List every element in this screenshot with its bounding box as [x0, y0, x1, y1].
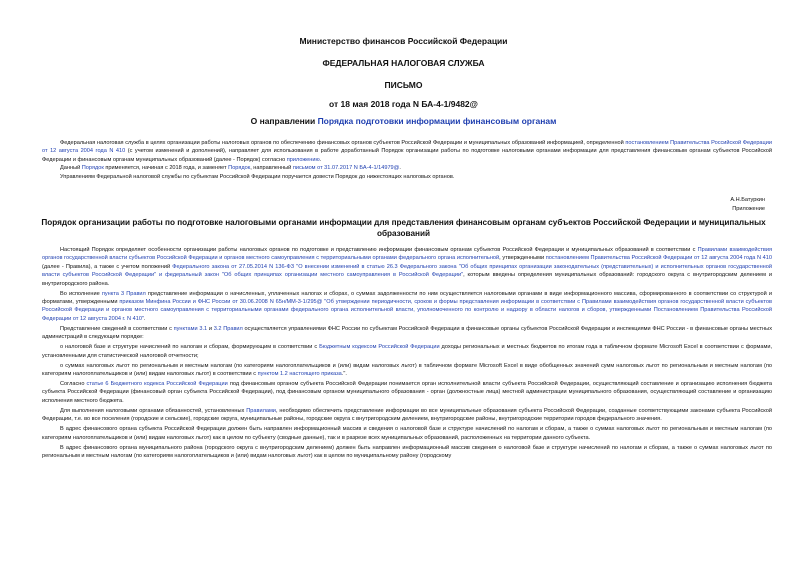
- link-budget-code-art6[interactable]: статье 6 Бюджетного кодекса Российской Федерации: [86, 381, 228, 388]
- link-rules-2[interactable]: Правилами: [246, 407, 276, 414]
- link-appendix[interactable]: приложению: [286, 156, 320, 163]
- main-section: [42, 246, 772, 462]
- text: Данный: [60, 165, 82, 172]
- link-procedure[interactable]: Порядок: [81, 165, 104, 172]
- text: Во исполнение: [60, 290, 102, 297]
- text: , необходимо обеспечить представление информации во все муниципальные образования субъекта Российской Федерации, созданные соответствующими законами субъекта Российской Федерации, т.е. во все поселения (городские и сельские), городские округа, муниципальные районы, городские округа с внутригородским делением, внутригородские районы, внутригородские территории городов федерального значения.: [42, 407, 772, 423]
- link-rules[interactable]: Правилами взаимодействия органов государственной власти субъектов Российской Федерации и органов местного самоуправления с территориальными органами федерального органа исполнительной: [42, 247, 773, 262]
- text: Согласно: [60, 381, 87, 388]
- subject-prefix: О направлении: [250, 116, 318, 126]
- text: осуществляется управлениями ФНС России по субъектам Российской Федерации в финансовые органы субъектов Российской Федерации и инспекциями ФНС России - в финансовые органы местных администраций в следующем порядке:: [42, 325, 772, 341]
- text: Для выполнения налоговыми органами обязанностей, установленных: [60, 407, 247, 414]
- link-procedure-old[interactable]: Порядок: [228, 165, 251, 172]
- service-title: ФЕДЕРАЛЬНАЯ НАЛОГОВАЯ СЛУЖБА: [322, 58, 485, 68]
- text: Настоящий Порядок определяет особенности организации работы налоговых органов по подготовке и представлению информации финансовым органам субъектов Российской Федерации и муниципальных образований в соответствии с: [60, 247, 698, 253]
- text: (далее - Правила), а также с учетом положений: [42, 263, 173, 270]
- doc-subject: [0, 116, 807, 126]
- main-paragraph-5: [42, 362, 772, 379]
- link-decree-410[interactable]: постановлением Правительства Российской Федерации от 12 августа 2004 года N 410: [42, 140, 772, 155]
- main-paragraph-2: [42, 290, 772, 324]
- text: .: [319, 156, 322, 163]
- link-letter-2017[interactable]: письмом от 31.07.2017 N БА-4-1/14979@: [292, 165, 400, 172]
- main-paragraph-7: [42, 407, 772, 424]
- intro-paragraph-3: Управлениям Федеральной налоговой службы по субъектам Российской Федерации поручается довести Порядок до нижестоящих налоговых органов.: [60, 173, 455, 180]
- text: Представление сведений в соответствии с: [60, 325, 174, 332]
- link-decree-410[interactable]: постановлением Правительства Российской Федерации от 12 августа 2004 года N 410: [545, 255, 772, 262]
- text: о налоговой базе и структуре начислений по налогам и сборам, формирующим в соответствии с: [60, 344, 320, 351]
- text: доходы региональных и местных бюджетов по итогам года в табличном формате Microsoft Excel в соответствии с формами, установленными для статистической налоговой отчетности;: [42, 344, 773, 359]
- intro-section: [42, 139, 772, 181]
- appendix-label: Приложение: [732, 206, 765, 212]
- link-order-12[interactable]: пунктом 1.2 настоящего приказа: [257, 371, 342, 378]
- link-rules-32[interactable]: 3.2 Правил: [213, 325, 243, 332]
- text: применяется, начиная с 2018 года, и заменяет: [103, 165, 229, 172]
- text: , которым введены определения муниципальных образований: городского округа с внутригородским делением и внутригородского района.: [42, 272, 772, 287]
- link-rules-p3[interactable]: пункта 3 Правил: [101, 290, 146, 297]
- signature-name: А.Н.Батуркин: [730, 197, 765, 203]
- text: .: [143, 315, 146, 322]
- link-federal-law-136[interactable]: Федерального закона от 27.05.2014 N 136-ФЗ "О внесении изменений в статью 26.3 Федерального закона "Об общих принципах организации законодательных (представительных) и исполнительных органов государственной власти субъектов Российской Федерации" и федеральный закон "Об общих принципах организации местного самоуправления в Российской Федерации": [42, 263, 772, 279]
- text: о суммах налоговых льгот по региональным и местным налогам (по категориям налогоплательщиков и (или) видам налоговых льгот) в табличном формате Microsoft Excel в виде обобщенных значений сумм налоговых льгот по региональным и местным налогам (по категориям налогоплательщиков и (или) видам налоговых льгот) в соответствии с: [42, 362, 772, 378]
- doc-type: ПИСЬМО: [384, 80, 423, 90]
- main-paragraph-6: [42, 380, 772, 405]
- link-order-65n[interactable]: приказом Минфина России и ФНС России от 30.06.2008 N 65н/ММ-3-1/295@ "Об утверждении периодичности, сроков и формы представления информации в соответствии с Правилами взаимодействия органов государственной власти субъектов Российской Федерации и органов местного самоуправления с территориальными органами федерального органа исполнительной власти, уполномоченного по контролю и надзору в области налогов и сборов, утвержденными Постановлением Правительства Российской Федерации от 12 августа 2004 г. N 410": [42, 299, 772, 322]
- procedure-title: Порядок организации работы по подготовке налоговыми органами информации для представления финансовым органам субъектов Российской Федерации и муниципальных образований: [41, 218, 766, 238]
- text: (с учетом изменений и дополнений), направляет для использования в работе доработанный Порядок организации работы по подготовке налоговыми органами информации для представления финансовым органам субъектов Российской Федерации и финансовым органам муниципальных образований (далее - Порядок) согласно: [42, 148, 772, 163]
- main-paragraph-3: [42, 325, 772, 342]
- link-rules-31[interactable]: пунктами 3.1: [173, 325, 208, 332]
- intro-paragraph-2: [42, 164, 772, 172]
- subject-link[interactable]: Порядка подготовки информации финансовым органам: [317, 116, 557, 126]
- main-paragraph-8: В адрес финансового органа субъекта Российской Федерации должен быть направлен информационный массив и сведения о налоговой базе и структуре начислений по налогам и сборам, а также о суммах налоговых льгот по региональным и местным налогам (по категориям налогоплательщиков и (или) видам налоговых льгот) как в целом по субъекту (сводные данные), так и в разрезе всех муниципальных образований, расположенных на территории данного субъекта.: [42, 426, 772, 441]
- intro-paragraph-1: [42, 139, 772, 164]
- link-budget-code[interactable]: Бюджетным кодексом Российской Федерации: [319, 344, 440, 351]
- text: под финансовым органом субъекта Российской Федерации понимается орган исполнительной власти субъекта Российской Федерации, осуществляющий составление и организацию исполнения бюджета субъекта Российской Федерации (финансовый орган субъекта Российской Федерации), под финансовым органом муниципального образования - орган (должностные лица) местной администрации муниципального образования, осуществляющий составление и организацию исполнения местного бюджета.: [42, 381, 773, 404]
- text: Федеральная налоговая служба в целях организации работы налоговых органов по обеспечению финансовых органов субъектов Российской Федерации и муниципальных образований информацией, определенной: [60, 140, 626, 146]
- text: , направленный: [250, 165, 293, 172]
- doc-date-number: от 18 мая 2018 года N БА-4-1/9482@: [329, 99, 478, 109]
- text: и: [207, 325, 214, 332]
- main-paragraph-4: [42, 343, 772, 360]
- main-paragraph-1: [42, 246, 772, 288]
- text: представление информации о начисленных, уплаченных налогах и сборах, о суммах задолженности по ним осуществляется налоговыми органами в виде информационного массива, сформированного в соответствии со структурой и форматами, утвержденными: [42, 290, 772, 306]
- text: , утвержденными: [499, 255, 546, 262]
- main-paragraph-9: В адрес финансового органа муниципального района (городского округа с внутригородским делением) должен быть направлен информационный массив сведения о налоговой базе и структуре начислений по налогам и сборам, а также о суммах налоговых льгот по региональным и местным налогам (по категориям налогоплательщиков и (или) видам налоговых льгот) как в целом по муниципальному району (городскому: [42, 444, 772, 460]
- ministry-title: Министерство финансов Российской Федерации: [299, 36, 508, 46]
- text: .: [399, 165, 401, 172]
- text: .".: [341, 371, 347, 378]
